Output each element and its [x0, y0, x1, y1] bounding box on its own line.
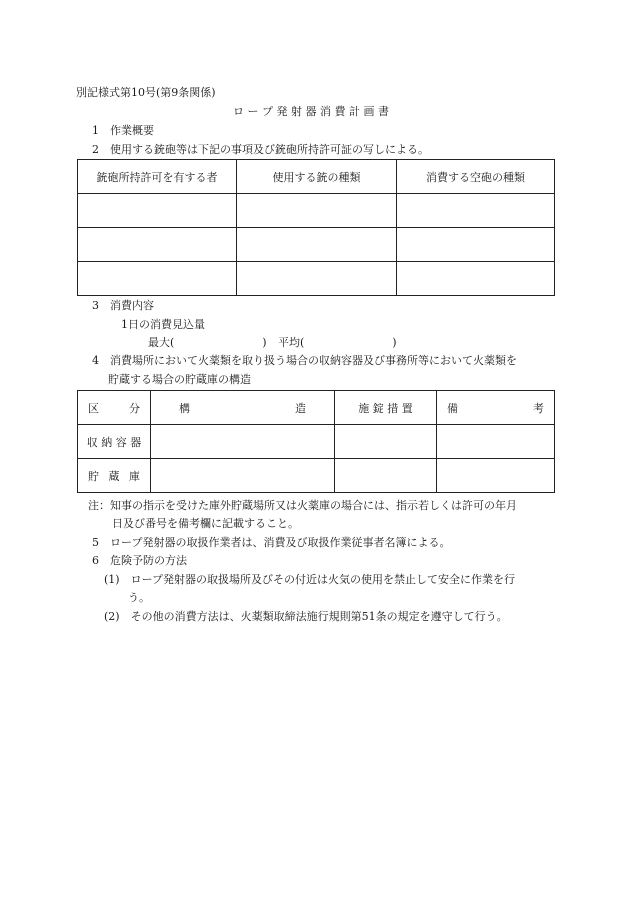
- section-2-text: 2 使用する銃砲等は下記の事項及び銃砲所持許可証の写しによる。: [92, 143, 429, 156]
- gun-type-cell[interactable]: [237, 228, 397, 262]
- structure-cell[interactable]: [151, 459, 335, 493]
- blank-type-cell[interactable]: [397, 262, 555, 296]
- section-4-text-line1: 4 消費場所において火薬類を取り扱う場合の収納容器及び事務所等において火薬類を: [92, 354, 517, 367]
- category-header: 区 分: [78, 391, 151, 425]
- storage-table-header-row: [78, 391, 555, 425]
- gun-type-cell[interactable]: [237, 194, 397, 228]
- permit-table: [77, 159, 555, 296]
- lock-measures-cell[interactable]: [335, 425, 437, 459]
- avg-consumption-field[interactable]: 平均( ): [278, 336, 397, 349]
- section-3-heading: 3 消費内容: [92, 299, 154, 312]
- form-number: 別記様式第10号(第9条関係): [76, 86, 216, 99]
- table-row: [78, 228, 555, 262]
- daily-consumption-label: 1日の消費見込量: [121, 318, 205, 331]
- permit-holder-cell[interactable]: [78, 194, 237, 228]
- structure-cell[interactable]: [151, 425, 335, 459]
- section-6-item2: (2) その他の消費方法は、火薬類取締法施行規則第51条の規定を遵守して行う。: [104, 610, 508, 623]
- section-6-item1-line2: う。: [128, 591, 150, 604]
- section-6-item1-line1: (1) ロープ発射器の取扱場所及びその付近は火気の使用を禁止して安全に作業を行: [104, 573, 516, 586]
- permit-holder-cell[interactable]: [78, 228, 237, 262]
- blank-type-cell[interactable]: [397, 228, 555, 262]
- remarks-header: 備 考: [437, 391, 555, 425]
- section-1-heading: 1 作業概要: [92, 124, 154, 137]
- table-row: [78, 425, 555, 459]
- remarks-cell[interactable]: [437, 425, 555, 459]
- gun-type-header: 使用する銃の種類: [237, 160, 397, 194]
- container-row-label: 収 納 容 器: [78, 425, 151, 459]
- lock-measures-cell[interactable]: [335, 459, 437, 493]
- table-row: [78, 262, 555, 296]
- permit-holder-header: 銃砲所持許可を有する者: [78, 160, 237, 194]
- storage-table: [77, 390, 555, 493]
- permit-holder-cell[interactable]: [78, 262, 237, 296]
- lock-measures-header: 施 錠 措 置: [335, 391, 437, 425]
- blank-type-header: 消費する空砲の種類: [397, 160, 555, 194]
- table-row: [78, 194, 555, 228]
- storehouse-row-label: 貯 蔵 庫: [78, 459, 151, 493]
- document-title: ロ ー プ 発 射 器 消 費 計 画 書: [233, 105, 389, 118]
- section-5-text: 5 ロープ発射器の取扱作業者は、消費及び取扱作業従事者名簿による。: [92, 536, 451, 549]
- section-4-text-line2: 貯蔵する場合の貯蔵庫の構造: [108, 373, 251, 386]
- note-line2: 日及び番号を備考欄に記載すること。: [112, 517, 299, 530]
- blank-type-cell[interactable]: [397, 194, 555, 228]
- note-line1: 注：知事の指示を受けた庫外貯蔵場所又は火薬庫の場合には、指示若しくは許可の年月: [88, 499, 517, 512]
- gun-type-cell[interactable]: [237, 262, 397, 296]
- structure-header: 構 造: [151, 391, 335, 425]
- permit-table-header-row: [78, 160, 555, 194]
- section-6-heading: 6 危険予防の方法: [92, 554, 187, 567]
- remarks-cell[interactable]: [437, 459, 555, 493]
- table-row: [78, 459, 555, 493]
- max-consumption-field[interactable]: 最大( ): [148, 336, 267, 349]
